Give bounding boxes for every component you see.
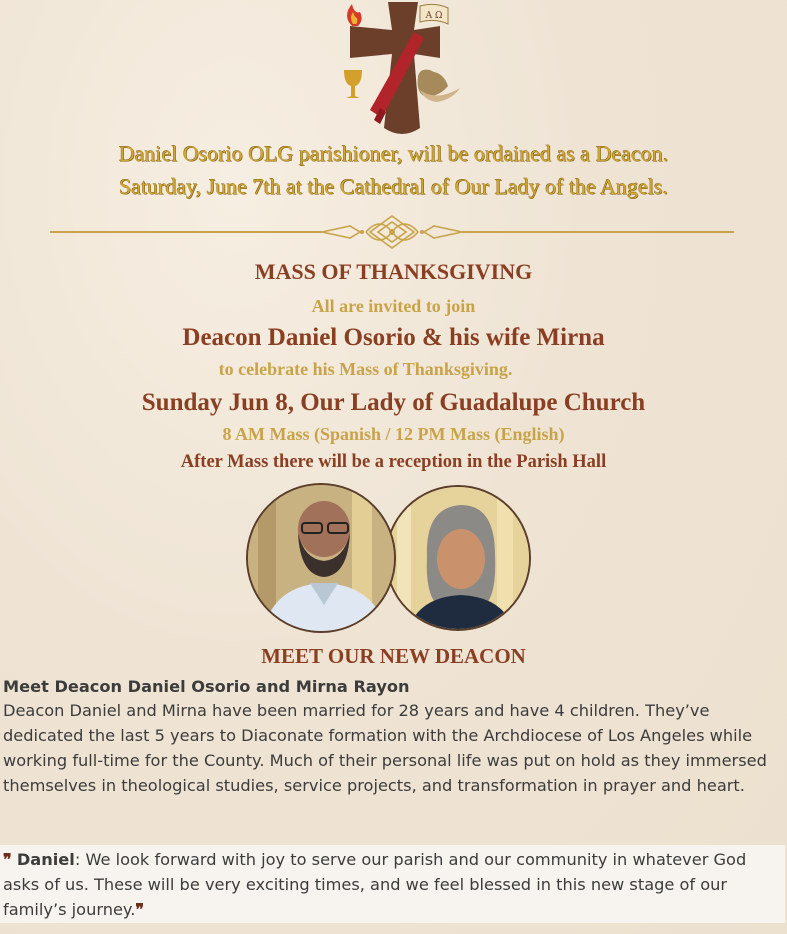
portrait-woman-icon xyxy=(387,487,531,631)
chalice-icon xyxy=(344,70,362,98)
photo-mirna xyxy=(385,485,531,631)
close-quote-icon: ❞ xyxy=(135,900,145,919)
mass-purpose: to celebrate his Mass of Thanksgiving. xyxy=(218,359,513,379)
mass-times: 8 AM Mass (Spanish / 12 PM Mass (English) xyxy=(222,424,565,444)
cross-with-stole-icon xyxy=(350,2,440,134)
alpha-omega-book-icon xyxy=(420,4,448,24)
mass-reception: After Mass there will be a reception in the Parish Hall xyxy=(180,452,607,472)
cross-emblem xyxy=(340,0,465,138)
meet-heading: MEET OUR NEW DEACON xyxy=(261,644,526,668)
pitcher-basin-icon xyxy=(418,70,460,102)
announcement-line-2: Saturday, June 7th at the Cathedral of Our Lady of the Angels. xyxy=(118,174,669,199)
open-quote-icon: ❞ xyxy=(3,850,12,869)
mass-invite: All are invited to join xyxy=(311,296,476,316)
photo-daniel xyxy=(246,483,396,633)
meet-subheading: Meet Deacon Daniel Osorio and Mirna Rayon xyxy=(3,677,410,696)
quote-text: We look forward with joy to serve our parish and our community in whatever God asks of us. These will be very exciting times, and we feel blessed in this new stage of our family’s journey. xyxy=(3,850,747,919)
svg-text:A Ω: A Ω xyxy=(425,11,443,21)
ordination-announcement xyxy=(0,137,787,203)
mass-date-place: Sunday Jun 8, Our Lady of Guadalupe Church xyxy=(141,389,646,416)
ornamental-divider xyxy=(50,212,734,252)
mass-heading: MASS OF THANKSGIVING xyxy=(254,259,533,284)
meet-paragraph: Deacon Daniel and Mirna have been married for 28 years and have 4 children. They’ve dedicated the last 5 years to Diaconate formation with the Archdiocese of Los Angeles while working full-time for the County. Much of their personal life was put on hold as they immersed themselves in theological studies, service projects, and transformation in prayer and heart. xyxy=(3,701,767,795)
announcement-line-1: Daniel Osorio OLG parishioner, will be ordained as a Deacon. xyxy=(118,141,669,166)
mass-honorees: Deacon Daniel Osorio & his wife Mirna xyxy=(182,324,605,351)
quote-separator: : xyxy=(74,850,81,869)
quote-text-block xyxy=(3,847,783,922)
quote-speaker: Daniel xyxy=(16,850,75,869)
flame-icon xyxy=(347,4,362,26)
portrait-man-icon xyxy=(248,485,396,633)
couple-photos xyxy=(246,483,531,633)
